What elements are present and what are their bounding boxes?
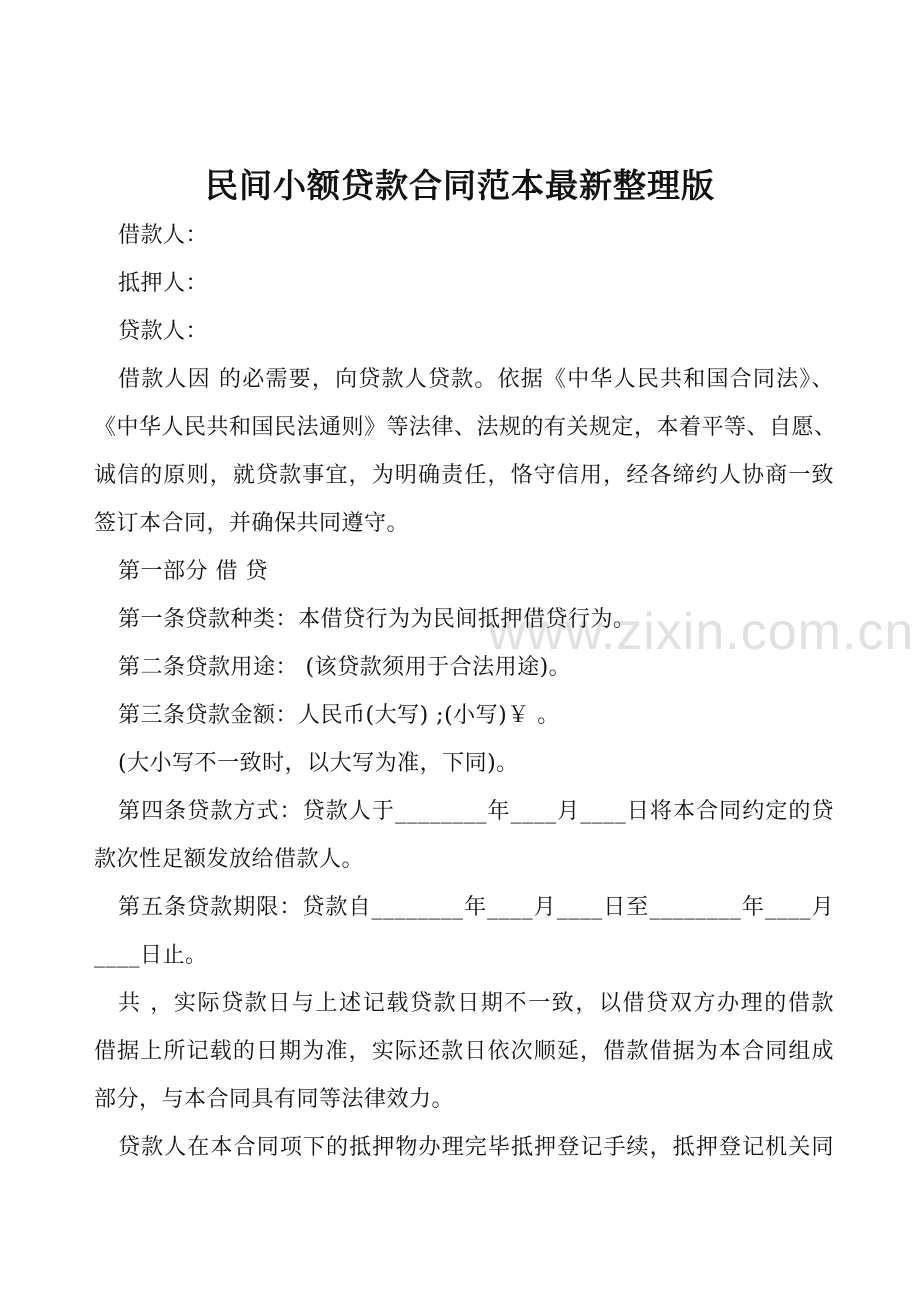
article-3-note: (大小写不一致时，以大写为准，下同)。 <box>118 751 519 776</box>
lender-label: 贷款人： <box>118 319 209 344</box>
mortgagor-label: 抵押人： <box>118 271 209 296</box>
paragraph-line: 《中华人民共和国民法通则》等法律、法规的有关规定，本着平等、自愿、 <box>94 415 837 440</box>
article-2: 第二条贷款用途： (该贷款须用于合法用途)。 <box>118 655 572 680</box>
article-4: 第四条贷款方式：贷款人于________年____月____日将本合同约定的贷 <box>118 799 834 824</box>
paragraph-line: 借款人因 的必需要，向贷款人贷款。依据《中华人民共和国合同法》、 <box>118 367 834 392</box>
article-4-cont: 款次性足额发放给借款人。 <box>94 847 365 872</box>
paragraph-line: 贷款人在本合同项下的抵押物办理完毕抵押登记手续，抵押登记机关同 <box>118 1135 834 1160</box>
article-1: 第一条贷款种类：本借贷行为为民间抵押借贷行为。 <box>118 607 636 632</box>
article-3: 第三条贷款金额：人民币(大写) ;(小写)￥ 。 <box>118 703 560 728</box>
paragraph-line: 签订本合同，并确保共同遵守。 <box>94 511 410 536</box>
borrower-label: 借款人： <box>118 223 209 248</box>
article-5-cont: ____日止。 <box>94 943 208 968</box>
paragraph-line: 诚信的原则，就贷款事宜，为明确责任，恪守信用，经各缔约人协商一致 <box>94 463 834 488</box>
watermark: www.zixin.com.cn <box>488 603 915 661</box>
paragraph-line: 部分，与本合同具有同等法律效力。 <box>94 1087 455 1112</box>
article-5: 第五条贷款期限：贷款自________年____月____日至________年____月 <box>118 895 834 920</box>
section-heading: 第一部分 借 贷 <box>118 559 268 584</box>
paragraph-line: 借据上所记载的日期为准，实际还款日依次顺延，借款借据为本合同组成 <box>94 1039 834 1064</box>
paragraph-line: 共 ，实际贷款日与上述记载贷款日期不一致，以借贷双方办理的借款 <box>118 991 834 1016</box>
document-title: 民间小额贷款合同范本最新整理版 <box>205 166 715 205</box>
